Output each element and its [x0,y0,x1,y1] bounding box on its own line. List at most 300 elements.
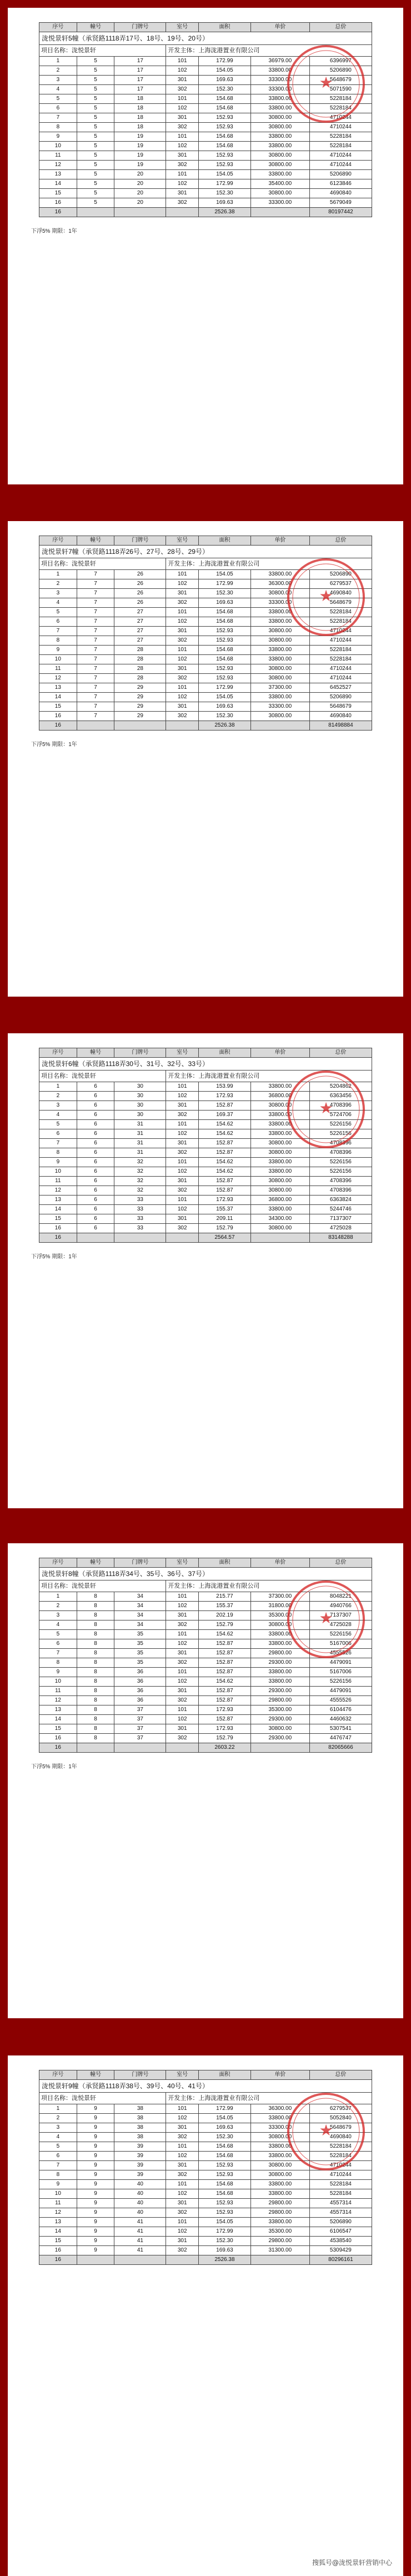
table-cell: 102 [166,66,199,76]
table-cell: 8 [77,1602,114,1611]
price-sheet-building-9 [8,2055,403,2576]
table-cell: 5226156 [309,1120,372,1129]
col-header: 幢号 [77,1558,114,1568]
total-cell [250,2255,309,2265]
total-cell [77,1743,114,1753]
total-cell [250,1743,309,1753]
table-cell: 2 [39,1602,77,1611]
table-cell: 302 [166,198,199,208]
table-cell: 209.11 [199,1214,251,1224]
table-cell: 172.99 [199,2104,251,2114]
table-cell: 33800.00 [250,1082,309,1092]
col-header: 序号 [39,1048,77,1058]
price-table [39,536,372,731]
table-row [39,1734,372,1743]
price-table [39,22,372,217]
table-cell: 5307541 [309,1724,372,1734]
table-cell: 7 [77,693,114,702]
table-cell: 154.05 [199,570,251,579]
project-name: 项目名称：泷悦景轩 [39,558,166,570]
table-cell: 30 [114,1101,166,1111]
table-cell: 35 [114,1658,166,1668]
table-cell: 5 [77,113,114,123]
table-row [39,2133,372,2142]
total-cell: 2526.38 [199,208,251,217]
table-cell: 101 [166,608,199,617]
table-cell: 30800.00 [250,123,309,132]
table-cell: 101 [166,94,199,104]
table-cell: 301 [166,1611,199,1620]
watermark-text: 搜狐号@泷悦景轩营销中心 [309,2557,395,2568]
table-cell: 34 [114,1620,166,1630]
table-cell: 155.37 [199,1602,251,1611]
table-cell: 33800.00 [250,2114,309,2123]
table-cell: 4725028 [309,1620,372,1630]
table-cell: 302 [166,2133,199,2142]
table-cell: 8 [77,1705,114,1715]
table-cell: 5226156 [309,1158,372,1167]
table-cell: 6363824 [309,1196,372,1205]
table-cell: 8 [77,1611,114,1620]
table-cell: 7 [77,674,114,683]
table-row [39,1224,372,1233]
table-cell: 7 [77,627,114,636]
project-name: 项目名称：泷悦景轩 [39,1580,166,1592]
col-header: 单价 [250,23,309,32]
table-cell: 302 [166,1658,199,1668]
table-row [39,123,372,132]
table-cell: 40 [114,2189,166,2199]
table-cell: 10 [39,1167,77,1177]
table-row [39,1668,372,1677]
table-cell: 7 [77,617,114,627]
table-cell: 4479091 [309,1658,372,1668]
table-cell: 302 [166,2208,199,2218]
table-cell: 36 [114,1668,166,1677]
table-cell: 101 [166,1592,199,1602]
table-box [39,22,372,217]
table-cell: 6 [39,1639,77,1649]
table-cell: 169.63 [199,2123,251,2133]
table-row [39,66,372,76]
table-cell: 30800.00 [250,1101,309,1111]
table-cell: 9 [39,1668,77,1677]
col-header: 门牌号 [114,536,166,546]
table-row [39,189,372,198]
table-row [39,198,372,208]
table-cell: 102 [166,2152,199,2161]
table-row [39,2123,372,2133]
table-cell: 5724706 [309,1111,372,1120]
table-cell: 30800.00 [250,2170,309,2180]
table-cell: 27 [114,617,166,627]
table-row [39,85,372,94]
table-cell: 152.87 [199,1177,251,1186]
table-cell: 6123846 [309,179,372,189]
table-row [39,142,372,151]
table-cell: 27 [114,636,166,646]
table-cell: 302 [166,161,199,170]
table-cell: 9 [77,2170,114,2180]
table-cell: 302 [166,598,199,608]
table-cell: 102 [166,179,199,189]
table-row [39,1101,372,1111]
table-cell: 26 [114,570,166,579]
table-cell: 11 [39,151,77,161]
table-cell: 6104476 [309,1705,372,1715]
table-row [39,655,372,664]
table-cell: 19 [114,161,166,170]
col-header: 单价 [250,2070,309,2080]
table-cell: 38 [114,2104,166,2114]
total-row [39,208,372,217]
table-cell: 30800.00 [250,636,309,646]
table-cell: 13 [39,683,77,693]
table-cell: 33800.00 [250,1205,309,1214]
table-row [39,2161,372,2170]
table-cell: 16 [39,2246,77,2255]
table-cell: 101 [166,57,199,66]
table-cell: 38 [114,2133,166,2142]
table-row [39,1639,372,1649]
table-cell: 35300.00 [250,2227,309,2237]
table-cell: 5228184 [309,2142,372,2152]
table-cell: 4 [39,598,77,608]
table-cell: 33800.00 [250,1630,309,1639]
table-cell: 3 [39,2123,77,2133]
table-cell: 13 [39,1196,77,1205]
table-cell: 9 [77,2208,114,2218]
table-cell: 6 [77,1205,114,1214]
table-cell: 7 [77,646,114,655]
total-cell [114,208,166,217]
table-row [39,179,372,189]
table-row [39,2189,372,2199]
table-cell: 33 [114,1224,166,1233]
table-cell: 6 [77,1224,114,1233]
table-row [39,627,372,636]
table-cell: 33 [114,1205,166,1214]
table-cell: 29 [114,702,166,712]
table-cell: 40 [114,2180,166,2189]
table-cell: 154.68 [199,142,251,151]
table-cell: 6 [39,104,77,113]
table-row [39,1196,372,1205]
table-row [39,674,372,683]
table-cell: 154.62 [199,1120,251,1129]
table-cell: 33800.00 [250,2189,309,2199]
table-cell: 12 [39,2208,77,2218]
table-cell: 102 [166,1677,199,1687]
table-cell: 172.99 [199,683,251,693]
table-row [39,161,372,170]
table-cell: 3 [39,76,77,85]
svg-text:★: ★ [319,2121,333,2139]
total-cell: 16 [39,1233,77,1243]
table-cell: 5206890 [309,693,372,702]
table-cell: 15 [39,2237,77,2246]
table-row [39,702,372,712]
table-cell: 8 [39,123,77,132]
table-row [39,598,372,608]
table-cell: 102 [166,2114,199,2123]
table-cell: 3 [39,1101,77,1111]
table-cell: 8 [77,1724,114,1734]
table-cell: 34 [114,1602,166,1611]
table-cell: 20 [114,179,166,189]
svg-text:★: ★ [319,1099,333,1117]
table-cell: 7137307 [309,1214,372,1224]
total-cell [166,208,199,217]
table-cell: 11 [39,2199,77,2208]
table-cell: 5 [77,132,114,142]
total-cell [77,721,114,731]
table-cell: 154.62 [199,1129,251,1139]
table-cell: 16 [39,1734,77,1743]
table-cell: 152.93 [199,161,251,170]
table-cell: 30 [114,1082,166,1092]
table-cell: 8 [77,1734,114,1743]
table-cell: 101 [166,2180,199,2189]
col-header: 面积 [199,1558,251,1568]
table-cell: 9 [77,2237,114,2246]
table-row [39,2227,372,2237]
table-cell: 152.87 [199,1139,251,1148]
table-cell: 102 [166,104,199,113]
table-cell: 9 [77,2246,114,2255]
table-cell: 29300.00 [250,1734,309,1743]
table-cell: 36300.00 [250,2104,309,2114]
table-cell: 41 [114,2218,166,2227]
table-cell: 36800.00 [250,1196,309,1205]
table-cell: 39 [114,2152,166,2161]
table-cell: 30800.00 [250,2161,309,2170]
table-cell: 152.87 [199,1148,251,1158]
col-header: 室号 [166,1048,199,1058]
table-cell: 26 [114,598,166,608]
table-cell: 34 [114,1592,166,1602]
table-cell: 13 [39,170,77,179]
table-cell: 5226156 [309,1167,372,1177]
table-cell: 172.93 [199,1196,251,1205]
table-cell: 5228184 [309,2189,372,2199]
table-cell: 152.93 [199,123,251,132]
table-cell: 33 [114,1196,166,1205]
col-header: 幢号 [77,23,114,32]
table-cell: 102 [166,617,199,627]
table-cell: 7 [77,579,114,589]
table-cell: 33800.00 [250,170,309,179]
table-cell: 4690840 [309,189,372,198]
table-cell: 5309429 [309,2246,372,2255]
table-row [39,1620,372,1630]
col-header: 门牌号 [114,23,166,32]
table-cell: 8 [39,1658,77,1668]
table-cell: 29300.00 [250,1658,309,1668]
table-cell: 154.68 [199,2142,251,2152]
col-header: 序号 [39,536,77,546]
table-cell: 301 [166,2161,199,2170]
table-cell: 4476747 [309,1734,372,1743]
table-cell: 101 [166,1705,199,1715]
table-cell: 154.05 [199,170,251,179]
table-cell: 20 [114,189,166,198]
table-row [39,2180,372,2189]
table-cell: 6 [77,1167,114,1177]
table-cell: 12 [39,1186,77,1196]
table-cell: 5 [77,76,114,85]
table-cell: 5648679 [309,76,372,85]
table-cell: 30 [114,1111,166,1120]
table-row [39,636,372,646]
table-cell: 9 [77,2180,114,2189]
table-box [39,536,372,731]
table-cell: 101 [166,1120,199,1129]
total-cell [250,1233,309,1243]
table-cell: 301 [166,1101,199,1111]
table-cell: 33300.00 [250,76,309,85]
table-cell: 5167006 [309,1639,372,1649]
table-cell: 4710244 [309,161,372,170]
table-cell: 33800.00 [250,608,309,617]
col-header: 序号 [39,1558,77,1568]
table-cell: 30800.00 [250,151,309,161]
sheet-title: 泷悦景轩9幢（承贤路1118弄38号、39号、40号、41号） [39,2080,372,2093]
col-header: 门牌号 [114,1558,166,1568]
table-cell: 2 [39,1092,77,1101]
table-cell: 4555526 [309,1649,372,1658]
table-cell: 31300.00 [250,2246,309,2255]
table-cell: 33800.00 [250,570,309,579]
table-cell: 5 [77,161,114,170]
table-cell: 5 [77,142,114,151]
table-cell: 9 [77,2133,114,2142]
table-cell: 152.87 [199,1668,251,1677]
table-cell: 152.87 [199,1639,251,1649]
total-cell: 16 [39,721,77,731]
table-cell: 13 [39,1705,77,1715]
table-cell: 39 [114,2142,166,2152]
table-cell: 152.30 [199,2133,251,2142]
svg-text:★: ★ [319,73,333,92]
table-cell: 154.05 [199,66,251,76]
table-cell: 5052840 [309,2114,372,2123]
developer-name: 开发主体：上海泷港置业有限公司 [166,558,372,570]
table-cell: 302 [166,1696,199,1705]
table-cell: 29800.00 [250,2208,309,2218]
table-cell: 8 [77,1696,114,1705]
table-cell: 301 [166,1214,199,1224]
table-cell: 172.99 [199,57,251,66]
table-cell: 152.30 [199,589,251,598]
note-text: 下浮5% 期限：1年 [31,742,77,748]
table-cell: 33800.00 [250,1129,309,1139]
table-cell: 5648679 [309,702,372,712]
table-cell: 152.87 [199,1658,251,1668]
table-cell: 4710244 [309,627,372,636]
table-cell: 41 [114,2246,166,2255]
table-cell: 302 [166,1734,199,1743]
table-cell: 33300.00 [250,702,309,712]
table-cell: 3 [39,589,77,598]
total-cell: 2564.57 [199,1233,251,1243]
table-cell: 17 [114,57,166,66]
table-cell: 4538540 [309,2237,372,2246]
table-cell: 6 [77,1092,114,1101]
table-cell: 4708396 [309,1101,372,1111]
table-cell: 302 [166,1224,199,1233]
table-cell: 154.05 [199,2114,251,2123]
table-cell: 5167006 [309,1668,372,1677]
table-cell: 30 [114,1092,166,1101]
table-cell: 5204862 [309,1082,372,1092]
table-cell: 5228184 [309,2152,372,2161]
table-cell: 12 [39,674,77,683]
table-cell: 301 [166,1724,199,1734]
table-cell: 8 [39,1148,77,1158]
table-row [39,1602,372,1611]
col-header: 门牌号 [114,2070,166,2080]
table-row [39,579,372,589]
total-cell: 81498884 [309,721,372,731]
table-cell: 152.93 [199,674,251,683]
price-sheet-building-7 [8,521,403,997]
table-row [39,1214,372,1224]
table-cell: 4710244 [309,123,372,132]
table-cell: 6 [77,1214,114,1224]
table-cell: 4708396 [309,1186,372,1196]
table-cell: 5228184 [309,608,372,617]
table-cell: 6452527 [309,683,372,693]
total-row [39,1233,372,1243]
table-cell: 102 [166,1129,199,1139]
table-cell: 172.99 [199,579,251,589]
table-row [39,2199,372,2208]
table-row [39,1592,372,1602]
project-name: 项目名称：泷悦景轩 [39,45,166,57]
table-cell: 37 [114,1715,166,1724]
total-cell [250,721,309,731]
table-cell: 5071590 [309,85,372,94]
table-row [39,1177,372,1186]
table-cell: 15 [39,1724,77,1734]
table-cell: 301 [166,1139,199,1148]
table-cell: 33800.00 [250,2180,309,2189]
table-cell: 7 [77,655,114,664]
table-cell: 152.79 [199,1224,251,1233]
table-cell: 14 [39,1205,77,1214]
table-cell: 18 [114,123,166,132]
table-cell: 9 [77,2218,114,2227]
table-cell: 301 [166,2123,199,2133]
table-cell: 9 [77,2104,114,2114]
table-row [39,170,372,179]
table-cell: 7 [39,627,77,636]
table-cell: 20 [114,198,166,208]
table-cell: 152.79 [199,1734,251,1743]
table-cell: 6 [77,1177,114,1186]
table-cell: 5206890 [309,570,372,579]
table-cell: 35300.00 [250,1611,309,1620]
table-row [39,608,372,617]
table-cell: 14 [39,693,77,702]
svg-text:★: ★ [319,1609,333,1627]
table-cell: 17 [114,66,166,76]
total-row [39,721,372,731]
col-header: 总价 [309,2070,372,2080]
table-row [39,1715,372,1724]
table-cell: 5 [77,179,114,189]
